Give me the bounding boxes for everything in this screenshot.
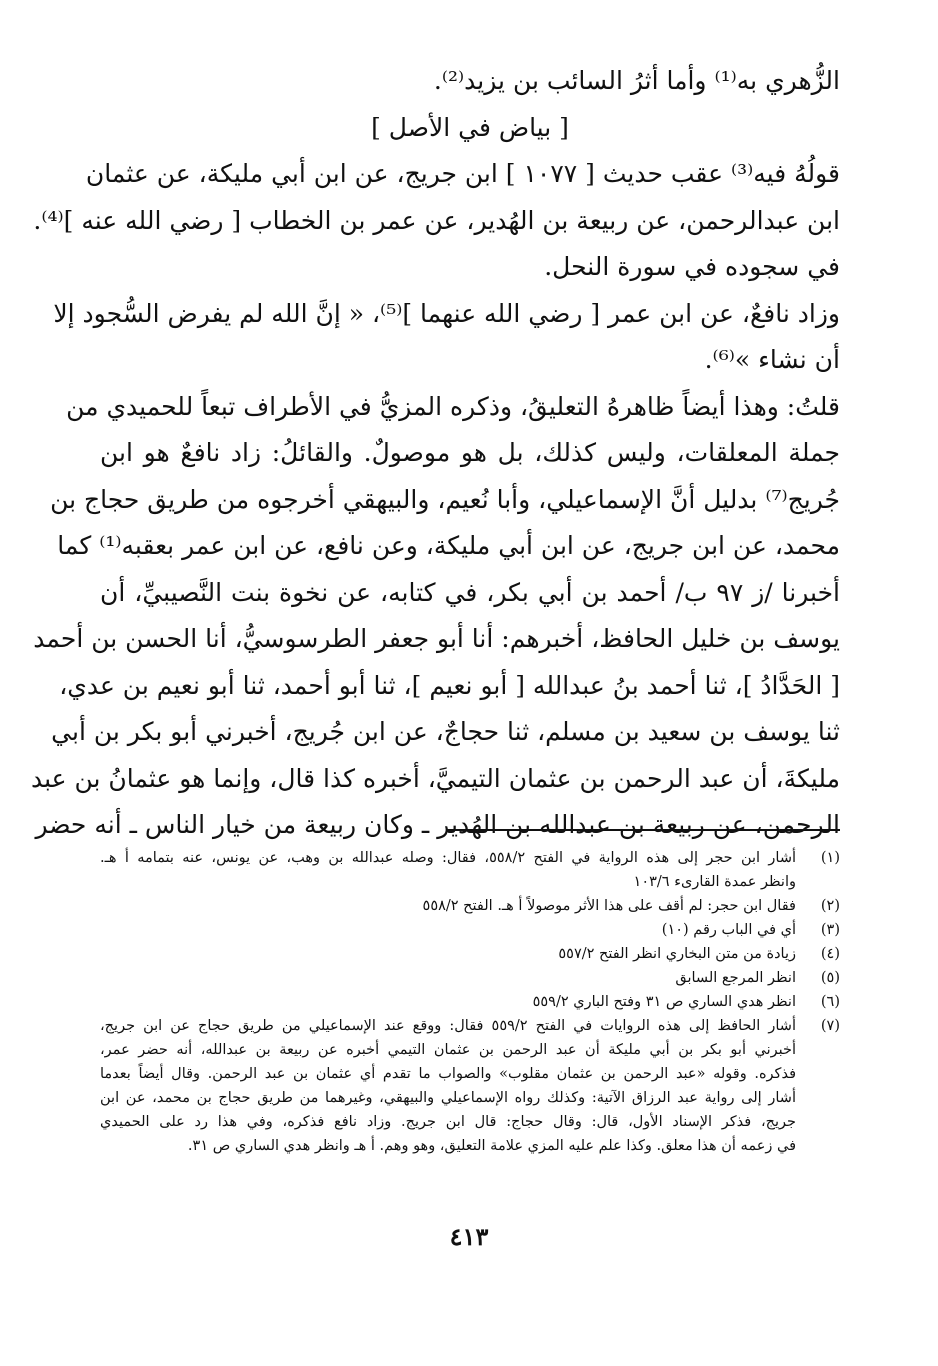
footnote-line: فقال ابن حجر: لم أقف على هذا الأثر موصولاً أ هـ. الفتح ٥٥٨/٢	[422, 898, 796, 914]
footnote-text	[100, 918, 796, 942]
footnote-line: جريج، فذكر الإسناد الأول، قال: وقال حجاج: قال ابن جريج. وزاد نافع فذكره، وفي هذا رد على الحميدي	[100, 1114, 796, 1130]
footnote-line: أي في الباب رقم (١٠)	[661, 922, 796, 938]
text-line: قلتُ: وهذا أيضاً ظاهرهُ التعليقُ، وذكره المزيُّ في الأطراف تبعاً للحميدي من	[66, 391, 840, 421]
text-line: مليكةَ، أن عبد الرحمن بن عثمان التيميَّ، أخبره كذا قال، وإنما هو عثمانُ بن عبد	[30, 763, 840, 793]
footnote-number: (٥)	[820, 970, 840, 986]
footnote-number: (٤)	[820, 946, 840, 962]
footnote-number: (٧)	[820, 1018, 840, 1034]
footnote-4	[100, 942, 840, 966]
footnote-line: فذكره. وقوله «عبد الرحمن بن عثمان مقلوب» والصواب ما تقدم أي عثمان بن عبد الرحمن. وقال أيضاً بعدما	[100, 1066, 796, 1082]
text-line: الزُّهري به⁽¹⁾ وأما أثرُ السائب بن يزيد⁽²⁾.	[433, 66, 840, 95]
text-line: محمد، عن ابن جريج، عن ابن أبي مليكة، وعن نافع، عن ابن عمر بعقبه⁽¹⁾ كما	[57, 531, 840, 560]
footnote-7	[100, 1014, 840, 1158]
footnote-number: (٢)	[820, 898, 840, 914]
page-number: ٤١٣	[449, 1222, 489, 1251]
footnote-5	[100, 966, 840, 990]
text-line: قولُهُ فيه⁽³⁾ عقب حديث [ ١٠٧٧ ] ابن جريج، عن ابن أبي مليكة، عن عثمان	[85, 159, 840, 188]
text-line: في سجوده في سورة النحل.	[544, 252, 840, 281]
footnote-line: أشار ابن حجر إلى هذه الرواية في الفتح ٥٥٨/٢، فقال: وصله عبدالله بن وهب، عن يونس، عنه بتمامه أ هـ.	[100, 850, 796, 866]
footnote-line: أشار إلى رواية عبد الرزاق الآتية: وكذلك رواه الإسماعيلي والبيهقي، وغيرهما من طريق حجاج بن محمد، عن ابن	[100, 1090, 796, 1106]
text-line: أخبرنا /ز ٩٧ ب/ أحمد بن أبي بكر، في كتابه، عن نخوة بنت النَّصيبيِّ، أن	[100, 577, 840, 607]
footnote-line: انظر المرجع السابق	[675, 970, 796, 986]
footnote-text	[100, 942, 796, 966]
text-line: وزاد نافعٌ، عن ابن عمر [ رضي الله عنهما ]⁽⁵⁾، « إنَّ الله لم يفرض السُّجود إلا	[53, 298, 840, 328]
footnote-number: (٦)	[820, 994, 840, 1010]
text-line: [ الحَدَّادُ ]، ثنا أحمد بنُ عبدالله [ أبو نعيم ]، ثنا أبو أحمد، ثنا أبو نعيم بن عدي،	[59, 670, 840, 700]
main-text	[30, 58, 840, 849]
text-line: ابن عبدالرحمن، عن ربيعة بن الهُدير، عن عمر بن الخطاب [ رضي الله عنه ]⁽⁴⁾.	[33, 205, 840, 235]
footnote-6	[100, 990, 840, 1014]
footnote-line: في زعمه أن هذا معلق. وكذا علم عليه المزي علامة التعليق، وهو وهم. أ هـ وانظر هدي الساري ص ٣١.	[187, 1138, 796, 1154]
footnote-2	[100, 894, 840, 918]
footnote-line: زيادة من متن البخاري انظر الفتح ٥٥٧/٢	[558, 946, 796, 962]
footnote-line: انظر هدي الساري ص ٣١ وفتح الباري ٥٥٩/٢	[532, 994, 796, 1010]
footnote-number: (٣)	[820, 922, 840, 938]
text-line: أن نشاء »⁽⁶⁾.	[704, 345, 840, 374]
footnote-text	[100, 966, 796, 990]
footnote-text	[100, 990, 796, 1014]
text-line: جُريج⁽⁷⁾ بدليل أنَّ الإسماعيلي، وأبا نُعيم، والبيهقي أخرجوه من طريق حجاج بن	[50, 484, 840, 514]
text-line: ثنا يوسف بن سعيد بن مسلم، ثنا حجاجٌ، عن ابن جُريج، أخبرني أبو بكر بن أبي	[51, 717, 840, 746]
text-line: يوسف بن خليل الحافظ، أخبرهم: أنا أبو جعفر الطرسوسيُّ، أنا الحسن بن أحمد	[33, 624, 840, 653]
footnote-divider	[448, 829, 840, 831]
text-line: جملة المعلقات، وليس كذلك، بل هو موصولٌ. والقائلُ: زاد نافعٌ هو ابن	[100, 438, 840, 467]
section-note: [ بياض في الأصل ]	[371, 112, 569, 142]
footnote-1	[100, 846, 840, 894]
footnote-line: وانظر عمدة القارىء ١٠٣/٦	[633, 874, 796, 890]
text-line: الرحمن، عن ربيعة بن عبدالله بن الهُدير ـ وكان ربيعة من خيار الناس ـ أنه حضر	[35, 810, 840, 839]
footnote-text	[100, 846, 796, 894]
footnote-line: أشار الحافظ إلى هذه الروايات في الفتح ٥٥٩/٢ فقال: ووقع عند الإسماعيلي من طريق حجاج عن ابن جريج،	[100, 1018, 796, 1034]
footnote-text	[100, 894, 796, 918]
footnote-line: أخبرني أبو بكر بن أبي مليكة أن عبد الرحمن بن عثمان التيمي أخبره عن ربيعة بن عبدالله، أنه حضر عمر،	[100, 1042, 796, 1058]
footnote-text	[100, 1014, 796, 1158]
footnote-number: (١)	[820, 850, 840, 866]
footnote-3	[100, 918, 840, 942]
footnotes	[100, 846, 840, 1158]
